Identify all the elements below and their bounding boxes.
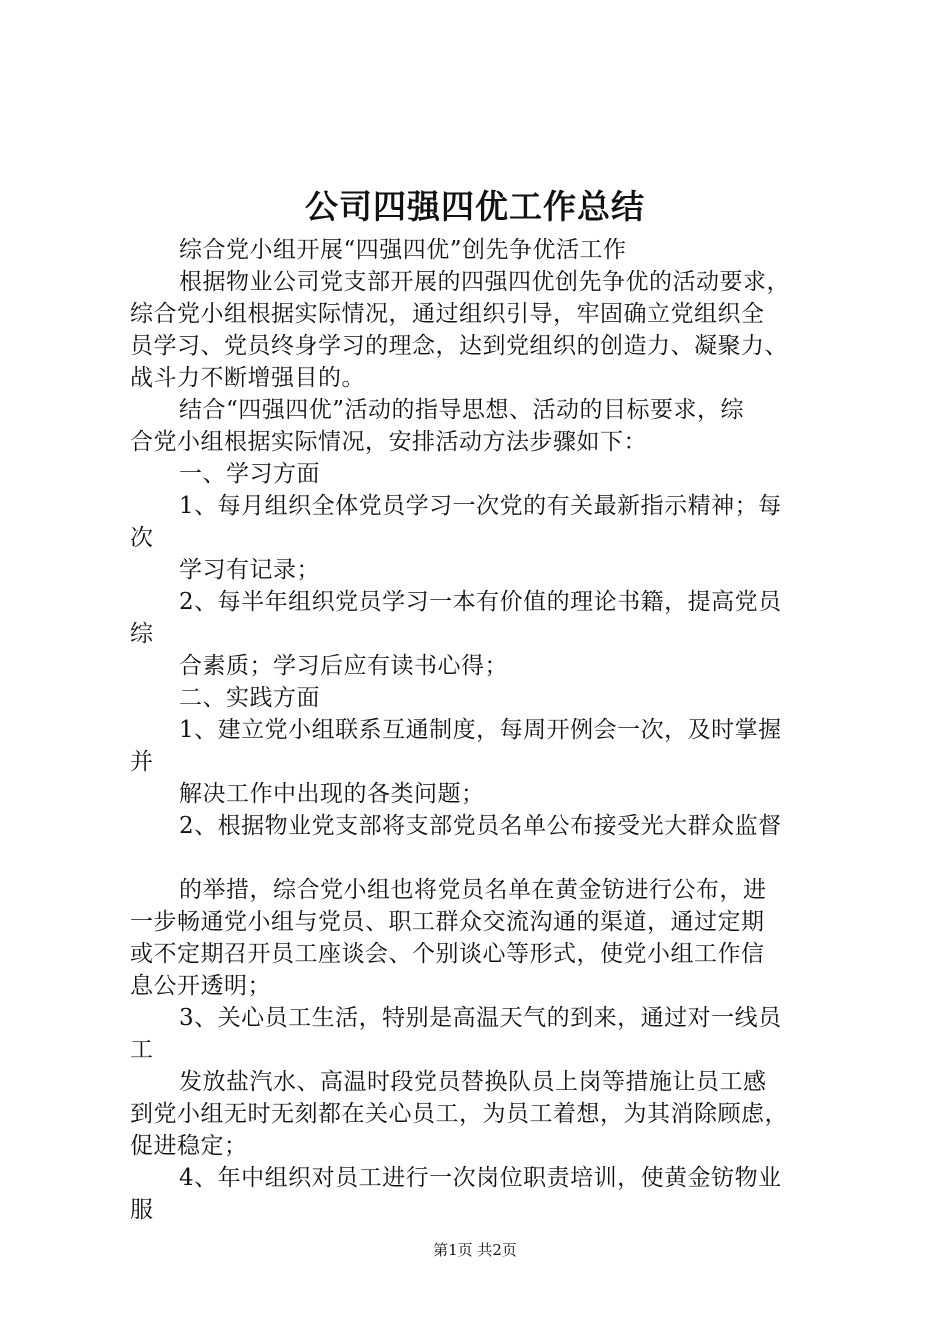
paragraph-line: 解决工作中出现的各类问题； bbox=[179, 781, 485, 807]
paragraph-line: 2、每半年组织党员学习一本有价值的理论书籍，提高党员 bbox=[179, 589, 782, 615]
paragraph-line: 4、年中组织对员工进行一次岗位职责培训，使黄金钫物业 bbox=[179, 1165, 782, 1191]
paragraph-line: 或不定期召开员工座谈会、个别谈心等形式，使党小组工作信 bbox=[130, 941, 765, 967]
paragraph-line: 并 bbox=[130, 749, 154, 775]
paragraph-line: 到党小组无时无刻都在关心员工，为员工着想，为其消除顾虑， bbox=[130, 1101, 788, 1127]
paragraph-line: 次 bbox=[130, 525, 154, 551]
paragraph-line: 合素质；学习后应有读书心得； bbox=[179, 653, 508, 679]
paragraph-line: 战斗力不断增强目的。 bbox=[130, 365, 365, 391]
section-heading: 二、实践方面 bbox=[179, 685, 320, 711]
paragraph-line: 综 bbox=[130, 621, 154, 647]
paragraph-line: 促进稳定； bbox=[130, 1133, 248, 1159]
paragraph-line: 的举措，综合党小组也将党员名单在黄金钫进行公布，进 bbox=[179, 877, 767, 903]
paragraph-line: 一步畅通党小组与党员、职工群众交流沟通的渠道，通过定期 bbox=[130, 909, 765, 935]
paragraph-line: 服 bbox=[130, 1197, 154, 1223]
paragraph-line: 员学习、党员终身学习的理念，达到党组织的创造力、凝聚力、 bbox=[130, 333, 788, 359]
document-title: 公司四强四优工作总结 bbox=[305, 187, 645, 226]
paragraph-line: 综合党小组开展“四强四优”创先争优活工作 bbox=[179, 237, 627, 263]
paragraph-line: 发放盐汽水、高温时段党员替换队员上岗等措施让员工感 bbox=[179, 1069, 767, 1095]
paragraph-line: 综合党小组根据实际情况，通过组织引导，牢固确立党组织全 bbox=[130, 301, 765, 327]
paragraph-line: 工 bbox=[130, 1037, 154, 1063]
page-number-footer: 第1页 共2页 bbox=[433, 1241, 517, 1259]
section-heading: 一、学习方面 bbox=[179, 461, 320, 487]
paragraph-line: 息公开透明； bbox=[130, 973, 271, 999]
paragraph-line: 结合“四强四优”活动的指导思想、活动的目标要求，综 bbox=[179, 397, 745, 423]
paragraph-line: 学习有记录； bbox=[179, 557, 320, 583]
paragraph-line: 1、每月组织全体党员学习一次党的有关最新指示精神；每 bbox=[179, 493, 782, 519]
paragraph-line: 1、建立党小组联系互通制度，每周开例会一次，及时掌握 bbox=[179, 717, 782, 743]
paragraph-line: 3、关心员工生活，特别是高温天气的到来，通过对一线员 bbox=[179, 1005, 782, 1031]
paragraph-line: 合党小组根据实际情况，安排活动方法步骤如下： bbox=[130, 429, 647, 455]
paragraph-line: 根据物业公司党支部开展的四强四优创先争优的活动要求， bbox=[179, 269, 790, 295]
paragraph-line: 2、根据物业党支部将支部党员名单公布接受光大群众监督 bbox=[179, 813, 782, 839]
